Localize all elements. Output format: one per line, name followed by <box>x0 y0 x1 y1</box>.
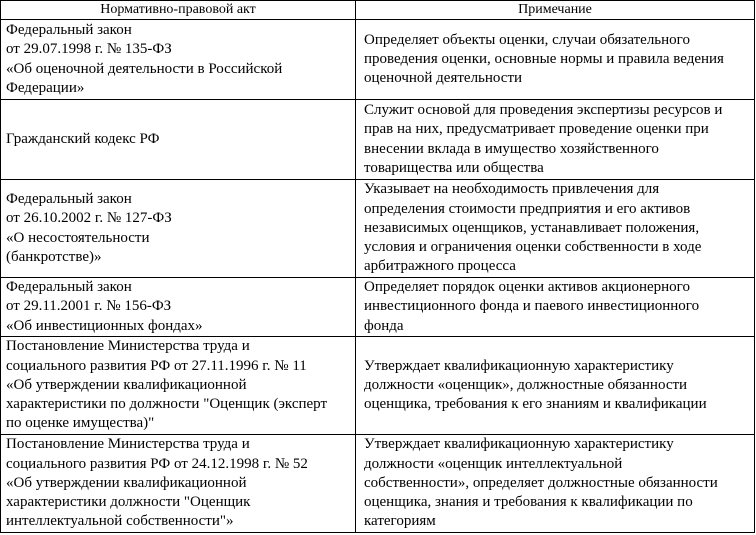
note-line: Указывает на необходимость привлечения для <box>364 181 660 198</box>
note-cell <box>356 20 755 100</box>
note-cell <box>356 278 755 337</box>
table-row <box>1 435 755 533</box>
note-cell <box>356 435 755 533</box>
note-cell <box>356 337 755 435</box>
header-note: Примечание <box>356 1 755 20</box>
note-line: инвестиционного фонда и паевого инвестиционного <box>364 298 700 315</box>
act-cell <box>1 20 356 100</box>
note-line: товарищества или общества <box>364 159 544 176</box>
act-line: от 29.07.1998 г. № 135-ФЗ <box>6 41 172 58</box>
table-header-row <box>1 1 755 20</box>
note-line: прав на них, предусматривает проведение оценки при <box>364 121 709 138</box>
note-line: Определяет объекты оценки, случаи обязательного <box>364 31 690 48</box>
act-line: социального развития РФ от 27.11.1996 г. № 11 <box>6 357 307 374</box>
note-line: независимых оценщиков, устанавливает положения, <box>364 219 700 236</box>
note-line: Утверждает квалификационную характеристику <box>364 357 674 374</box>
act-line: Постановление Министерства труда и <box>6 436 250 453</box>
act-line: интеллектуальной собственности"» <box>6 513 234 530</box>
note-line: оценщика, требования к его знаниям и квалификации <box>364 396 707 413</box>
table-row <box>1 180 755 278</box>
act-cell <box>1 180 356 278</box>
act-cell <box>1 337 356 435</box>
act-line: «Об утверждении квалификационной <box>6 376 247 393</box>
note-line: Служит основой для проведения экспертизы ресурсов и <box>364 102 723 119</box>
note-line: Определяет порядок оценки активов акционерного <box>364 279 690 296</box>
act-line: «О несостоятельности <box>6 229 150 246</box>
note-line: должности «оценщик интеллектуальной <box>364 455 623 472</box>
act-line: Постановление Министерства труда и <box>6 338 250 355</box>
act-line: Федеральный закон <box>6 279 132 296</box>
note-line: Утверждает квалификационную характеристику <box>364 436 674 453</box>
header-act: Нормативно-правовой акт <box>1 1 356 20</box>
note-line: должности «оценщик», должностные обязанности <box>364 376 688 393</box>
act-line: Федерации» <box>6 79 85 96</box>
act-line: от 29.11.2001 г. № 156-ФЗ <box>6 298 172 315</box>
note-cell <box>356 180 755 278</box>
table-row <box>1 20 755 100</box>
note-line: проведения оценки, основные нормы и правила ведения <box>364 50 724 67</box>
act-line: характеристики должности "Оценщик <box>6 494 251 511</box>
note-line: определения стоимости предприятия и его активов <box>364 200 691 217</box>
act-line: (банкротстве)» <box>6 248 102 265</box>
table-row <box>1 278 755 337</box>
act-cell <box>1 435 356 533</box>
note-line: категориям <box>364 513 436 530</box>
act-line: от 26.10.2002 г. № 127-ФЗ <box>6 210 172 227</box>
act-line: Гражданский кодекс РФ <box>6 130 160 147</box>
table-row <box>1 337 755 435</box>
act-line: по оценке имущества)" <box>6 415 155 432</box>
act-line: характеристики по должности "Оценщик (эксперт <box>6 396 328 413</box>
act-line: Федеральный закон <box>6 191 132 208</box>
note-line: собственности», определяет должностные обязанности <box>364 474 718 491</box>
act-cell <box>1 100 356 180</box>
act-line: социального развития РФ от 24.12.1998 г. № 52 <box>6 455 308 472</box>
act-line: «Об инвестиционных фондах» <box>6 317 203 334</box>
table-row <box>1 100 755 180</box>
note-line: внесении вклада в имущество хозяйственного <box>364 140 659 157</box>
note-cell <box>356 100 755 180</box>
note-line: оценочной деятельности <box>364 70 523 87</box>
note-line: условия и ограничения оценки собственности в ходе <box>364 239 702 256</box>
note-line: оценщика, знания и требования к квалификации по <box>364 494 693 511</box>
note-line: фонда <box>364 317 404 334</box>
act-line: Федеральный закон <box>6 22 132 39</box>
act-cell <box>1 278 356 337</box>
act-line: «Об утверждении квалификационной <box>6 474 247 491</box>
act-line: «Об оценочной деятельности в Российской <box>6 60 283 77</box>
note-line: арбитражного процесса <box>364 258 516 275</box>
